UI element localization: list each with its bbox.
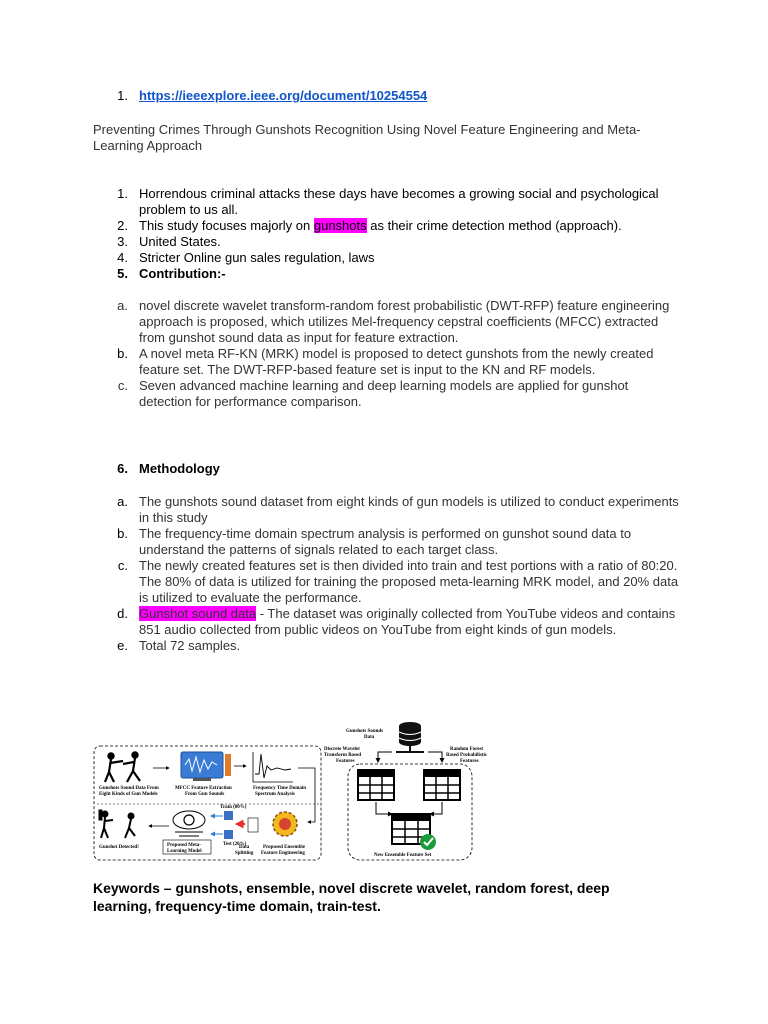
method-text: Total 72 samples.	[139, 638, 241, 653]
point-number: 3.	[117, 234, 128, 249]
method-letter: d.	[117, 606, 128, 621]
point-text: United States.	[139, 234, 221, 249]
paper-title-line-2: Learning Approach	[93, 138, 203, 153]
label-db: Data	[364, 735, 375, 740]
section-heading-methodology: Methodology	[139, 461, 220, 476]
point-number: 2.	[117, 218, 128, 233]
label-mfcc: MFCC Feature Extraction	[175, 786, 232, 791]
ieee-link[interactable]: https://ieeexplore.ieee.org/document/10254554	[139, 88, 428, 103]
section-heading-contribution: Contribution:-	[139, 266, 226, 281]
rf-table-icon	[424, 770, 460, 800]
database-icon	[396, 722, 424, 752]
method-text: 851 audio collected from public videos on YouTube from eight kinds of gun models.	[139, 622, 617, 637]
point-text	[139, 218, 622, 234]
contrib-letter: c.	[117, 378, 128, 393]
label-db: Gunshots Sounds	[346, 729, 384, 734]
method-text-post: - The dataset was originally collected from YouTube videos and contains	[256, 606, 676, 621]
method-number: 6.	[117, 461, 128, 476]
label-ensemble: Proposed Ensemble	[263, 845, 305, 850]
label-split: Splitting	[235, 851, 254, 856]
label-gunshot-detected: Gunshot Detected!	[99, 845, 139, 850]
label-rf: Features	[460, 759, 479, 764]
point-number: 4.	[117, 250, 128, 265]
dwt-table-icon	[358, 770, 394, 800]
label-dwt: Transform Based	[324, 753, 361, 758]
label-ensemble: Feature Engineering	[261, 851, 305, 856]
contrib-text: approach is proposed, which utilizes Mel-frequency cepstral coefficients (MFCC) extracted	[139, 314, 659, 329]
label-source-data: Gunshots Sound Data From	[99, 786, 159, 791]
label-rf: Random Forest	[450, 747, 484, 752]
method-letter: e.	[117, 638, 128, 653]
method-letter: c.	[117, 558, 128, 573]
point-text-post: as their crime detection method (approach).	[366, 218, 622, 233]
label-dwt: Features	[336, 759, 355, 764]
point-text-pre: This study focuses majorly on	[139, 218, 314, 233]
method-text	[139, 606, 675, 622]
meta-model-icon	[173, 811, 205, 836]
label-dwt: Discrete Wavelet	[324, 747, 360, 752]
label-ensemble-set: New Ensemble Feature Set	[374, 853, 432, 858]
paper-title-line-1: Preventing Crimes Through Gunshots Recognition Using Novel Feature Engineering and Meta-	[93, 122, 641, 137]
label-source-data: Eight Kinds of Gun Models	[99, 792, 158, 797]
label-rf: Based Probabilistic	[446, 753, 488, 758]
method-letter: a.	[117, 494, 128, 509]
label-test: Test (20%)	[223, 842, 247, 847]
contrib-text: detection for performance comparison.	[139, 394, 362, 409]
label-split: Data	[239, 845, 250, 850]
contrib-text: feature set. The DWT-RFP-based feature set is input to the KN and RF models.	[139, 362, 596, 377]
feature-set-diagram	[322, 718, 498, 864]
method-text: The 80% of data is utilized for training the proposed meta-learning MRK model, and 20% data	[139, 574, 679, 589]
contrib-text: from gunshot sound data as input for feature extraction.	[139, 330, 459, 345]
keywords-line: learning, frequency-time domain, train-test.	[93, 898, 381, 914]
point-text: problem to us all.	[139, 202, 238, 217]
pipeline-diagram	[93, 744, 323, 862]
label-train: Train (80%)	[220, 805, 247, 810]
method-text: understand the patterns of signals related to each target class.	[139, 542, 499, 557]
method-letter: b.	[117, 526, 128, 541]
method-text: The frequency-time domain spectrum analysis is performed on gunshot sound data to	[139, 526, 632, 541]
label-meta-model: Proposed Meta-	[167, 843, 201, 848]
test-block-icon	[224, 830, 233, 839]
contrib-letter: a.	[117, 298, 128, 313]
contrib-letter: b.	[117, 346, 128, 361]
method-text: The gunshots sound dataset from eight kinds of gun models is utilized to conduct experiments	[139, 494, 679, 509]
point-number: 1.	[117, 186, 128, 201]
method-text: in this study	[139, 510, 208, 525]
point-text: Horrendous criminal attacks these days have becomes a growing social and psychological	[139, 186, 659, 201]
highlighted-term: gunshots	[313, 218, 367, 233]
point-text: Stricter Online gun sales regulation, laws	[139, 250, 375, 265]
label-frequency: Spectrum Analysis	[255, 792, 295, 797]
check-icon	[420, 834, 436, 850]
ensemble-gear-icon	[273, 812, 297, 836]
point-number: 5.	[117, 266, 128, 281]
contrib-text: A novel meta RF-KN (MRK) model is proposed to detect gunshots from the newly created	[139, 346, 654, 361]
train-block-icon	[224, 811, 233, 820]
ref-number: 1.	[117, 88, 128, 103]
label-mfcc: From Gun Sounds	[185, 792, 225, 797]
label-meta-model: Learning Model	[167, 849, 202, 854]
keywords-line: Keywords – gunshots, ensemble, novel discrete wavelet, random forest, deep	[93, 880, 610, 896]
keywords-paragraph	[93, 879, 653, 915]
highlighted-term: Gunshot sound data	[139, 606, 257, 621]
method-text: is utilized to evaluate the performance.	[139, 590, 362, 605]
contrib-text: novel discrete wavelet transform-random forest probabilistic (DWT-RFP) feature engineering	[139, 298, 670, 313]
label-frequency: Frequency Time Domain	[253, 786, 307, 791]
method-text: The newly created features set is then divided into train and test portions with a ratio of 80:20.	[139, 558, 678, 573]
contrib-text: Seven advanced machine learning and deep learning models are applied for gunshot	[139, 378, 629, 393]
